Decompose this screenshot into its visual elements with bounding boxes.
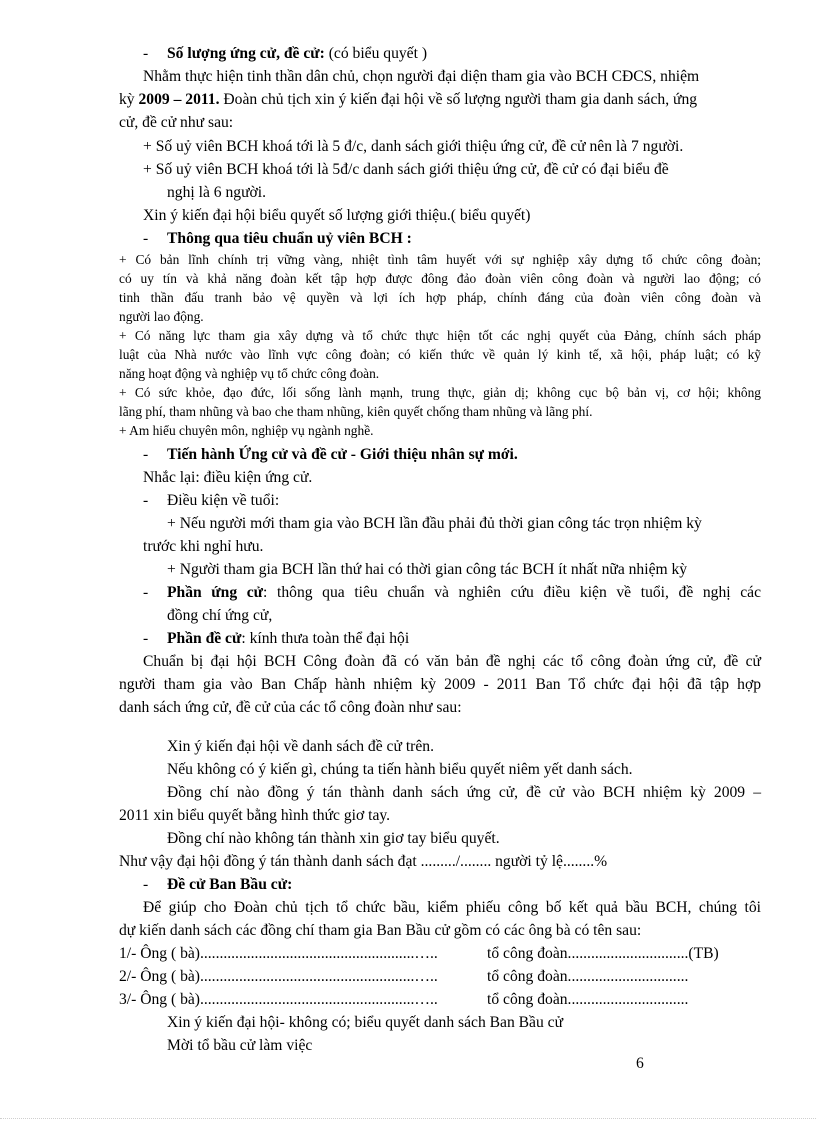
paragraph-line: Nếu không có ý kiến gì, chúng ta tiến hành biểu quyết niêm yết danh sách.	[167, 761, 633, 778]
criteria-line: năng hoạt động và nghiệp vụ tổ chức công đoàn.	[119, 366, 380, 381]
list-item-continuation: trước khi nghỉ hưu.	[143, 538, 264, 555]
paragraph-line: Xin ý kiến đại hội biểu quyết số lượng giới thiệu.( biểu quyết)	[143, 207, 531, 224]
nominee-row-union: tổ công đoàn...............................(TB)	[487, 945, 719, 962]
paragraph-line: Nhằm thực hiện tinh thần dân chủ, chọn người đại diện tham gia vào BCH CĐCS, nhiệm	[143, 68, 700, 85]
paragraph-line: Để giúp cho Đoàn chủ tịch tổ chức bầu, kiểm phiếu công bố kết quả bầu BCH, chúng tôi	[143, 899, 761, 916]
list-item: + Số uỷ viên BCH khoá tới là 5 đ/c, danh sách giới thiệu ứng cử, đề cử nên là 7 người.	[143, 138, 684, 155]
bullet-dash: -	[143, 876, 149, 893]
page-number: 6	[636, 1055, 644, 1072]
nominee-row-name: 3/- Ông ( bà).......................................................…..	[119, 991, 438, 1008]
bullet-dash: -	[143, 492, 149, 509]
list-item: + Số uỷ viên BCH khoá tới là 5đ/c danh sách giới thiệu ứng cử, đề cử có đại biểu đề	[143, 161, 669, 178]
criteria-line: tinh thần đấu tranh bảo vệ quyền và lợi ích hợp pháp, chính đáng của đoàn viên công đoàn và	[119, 290, 761, 305]
ung-cu-continuation: đồng chí ứng cử,	[167, 607, 273, 624]
ung-cu-line	[167, 583, 761, 603]
list-item-continuation: nghị là 6 người.	[167, 184, 266, 201]
nominee-row-union: tổ công đoàn...............................	[487, 968, 689, 985]
criteria-line: người lao động.	[119, 309, 204, 324]
heading-note: (có biểu quyết )	[328, 45, 428, 62]
criteria-line: + Có bản lĩnh chính trị vững vàng, nhiệt tình tâm huyết với sự nghiệp xây dựng tổ chức công đoàn;	[119, 252, 761, 267]
criteria-line: luật của Nhà nước vào lĩnh vực công đoàn; có kiến thức về quản lý kinh tế, xã hội, pháp luật; có kỹ	[119, 347, 761, 362]
paragraph-line: người tham gia vào Ban Chấp hành nhiệm kỳ 2009 - 2011 Ban Tổ chức đại hội đã tập hợp	[119, 676, 761, 693]
de-cu-label: Phần đề cử	[167, 630, 242, 647]
paragraph-line: dự kiến danh sách các đồng chí tham gia Ban Bầu cử gồm có các ông bà có tên sau:	[119, 922, 642, 939]
section-heading-ban-bau-cu: Đề cử Ban Bầu cử:	[167, 876, 293, 893]
criteria-line: + Am hiểu chuyên môn, nghiệp vụ ngành nghề.	[119, 423, 374, 438]
list-item: + Người tham gia BCH lần thứ hai có thời gian công tác BCH ít nhất nữa nhiệm kỳ	[167, 561, 688, 578]
paragraph-line: cử, đề cử như sau:	[119, 114, 234, 131]
paragraph-line: Đồng chí nào không tán thành xin giơ tay biểu quyết.	[167, 830, 500, 847]
criteria-line: có uy tín và khả năng đoàn kết tập hợp được đông đảo đoàn viên công đoàn và người lao động; có	[119, 271, 761, 286]
paragraph-line: danh sách ứng cử, đề cử của các tổ công đoàn như sau:	[119, 699, 462, 716]
list-item: + Nếu người mới tham gia vào BCH lần đầu phải đủ thời gian công tác trọn nhiệm kỳ	[167, 515, 702, 532]
text: Đoàn chủ tịch xin ý kiến đại hội về số lượng người tham gia danh sách, ứng	[219, 91, 698, 108]
subheading-age: Điều kiện về tuổi:	[167, 492, 280, 509]
paragraph-line: Mời tổ bầu cử làm việc	[167, 1037, 313, 1054]
nominee-row-name: 1/- Ông ( bà).......................................................…..	[119, 945, 438, 962]
paragraph-line: Đồng chí nào đồng ý tán thành danh sách ứng cử, đề cử vào BCH nhiệm kỳ 2009 –	[167, 784, 761, 801]
paragraph-line: Nhắc lại: điều kiện ứng cử.	[143, 469, 313, 486]
paragraph-line	[119, 90, 697, 110]
bullet-dash: -	[143, 45, 149, 62]
bullet-dash: -	[143, 446, 149, 463]
de-cu-text: : kính thưa toàn thể đại hội	[241, 630, 410, 647]
bullet-dash: -	[143, 230, 149, 247]
nominee-row-name: 2/- Ông ( bà).......................................................…..	[119, 968, 438, 985]
criteria-line: lãng phí, tham nhũng và bao che tham nhũng, kiên quyết chống tham nhũng và lãng phí.	[119, 404, 593, 419]
nominee-row-union: tổ công đoàn...............................	[487, 991, 689, 1008]
ung-cu-text: : thông qua tiêu chuẩn và nghiên cứu điều kiện về tuổi, đề nghị các	[263, 584, 761, 601]
text: kỳ	[119, 91, 139, 108]
paragraph-line: Chuẩn bị đại hội BCH Công đoàn đã có văn bản đề nghị các tổ công đoàn ứng cử, đề cử	[143, 653, 761, 670]
paragraph-line: Xin ý kiến đại hội- không có; biểu quyết danh sách Ban Bầu cử	[167, 1014, 564, 1031]
page-bottom-edge	[0, 1118, 816, 1119]
heading-text: Số lượng ứng cử, đề cử:	[167, 45, 325, 62]
paragraph-line: 2011 xin biểu quyết bằng hình thức giơ tay.	[119, 807, 391, 824]
ung-cu-label: Phần ứng cử	[167, 584, 264, 601]
bullet-dash: -	[143, 584, 149, 601]
vote-result-line: Như vậy đại hội đồng ý tán thành danh sách đạt ........./........ người tỷ lệ........%	[119, 853, 608, 870]
de-cu-line	[167, 629, 409, 649]
term-years: 2009 – 2011.	[138, 91, 220, 108]
section-heading-ung-cu: Tiến hành Ứng cử và đề cử - Giới thiệu nhân sự mới.	[167, 446, 518, 463]
paragraph-line: Xin ý kiến đại hội về danh sách đề cử trên.	[167, 738, 434, 755]
section-heading-so-luong	[167, 44, 427, 64]
bullet-dash: -	[143, 630, 149, 647]
section-heading-tieu-chuan: Thông qua tiêu chuẩn uỷ viên BCH :	[167, 230, 412, 247]
criteria-line: + Có năng lực tham gia xây dựng và tổ chức thực hiện tốt các nghị quyết của Đảng, chính sách pháp	[119, 328, 761, 343]
criteria-line: + Có sức khỏe, đạo đức, lối sống lành mạnh, trung thực, giản dị; không cục bộ bản vị, cơ hội; không	[119, 385, 761, 400]
